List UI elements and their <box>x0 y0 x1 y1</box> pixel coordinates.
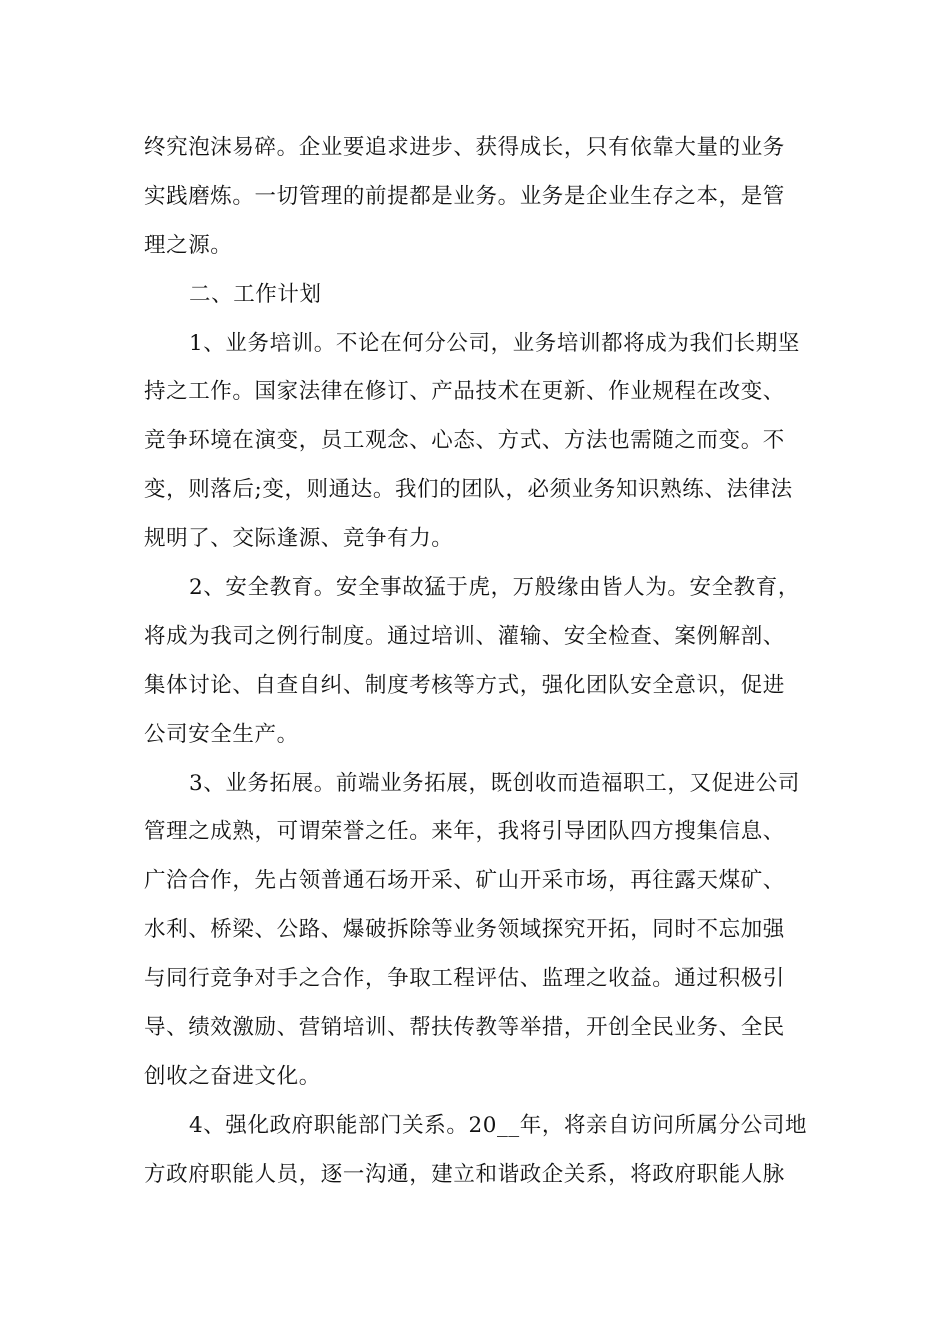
text-line: 水利、桥梁、公路、爆破拆除等业务领域探究开拓，同时不忘加强 <box>144 917 785 943</box>
text-line: 管理之成熟，可谓荣誉之任。来年，我将引导团队四方搜集信息、 <box>144 819 785 845</box>
text-line: 竞争环境在演变，员工观念、心态、方式、方法也需随之而变。不 <box>144 428 785 454</box>
text-line: 创收之奋进文化。 <box>144 1063 321 1089</box>
text-line: 与同行竞争对手之合作，争取工程评估、监理之收益。通过积极引 <box>144 966 785 992</box>
text-line: 将成为我司之例行制度。通过培训、灌输、安全检查、案例解剖、 <box>144 623 785 649</box>
text-line: 3、业务拓展。前端业务拓展，既创收而造福职工，又促进公司 <box>189 770 800 796</box>
text-line: 方政府职能人员，逐一沟通，建立和谐政企关系，将政府职能人脉 <box>144 1161 785 1187</box>
section-heading: 二、工作计划 <box>189 281 322 307</box>
text-line: 导、绩效激励、营销培训、帮扶传教等举措，开创全民业务、全民 <box>144 1015 785 1041</box>
text-line: 4、强化政府职能部门关系。20__年，将亲自访问所属分公司地 <box>189 1112 808 1138</box>
text-line: 广洽合作，先占领普通石场开采、矿山开采市场，再往露天煤矿、 <box>144 868 785 894</box>
text-line: 2、安全教育。安全事故猛于虎，万般缘由皆人为。安全教育， <box>189 575 800 601</box>
text-line: 终究泡沫易碎。企业要追求进步、获得成长，只有依靠大量的业务 <box>144 135 785 160</box>
text-line: 公司安全生产。 <box>144 721 299 747</box>
text-line: 1、业务培训。不论在何分公司，业务培训都将成为我们长期坚 <box>189 330 800 356</box>
text-line: 理之源。 <box>144 232 233 258</box>
text-line: 持之工作。国家法律在修订、产品技术在更新、作业规程在改变、 <box>144 379 785 405</box>
text-line: 变，则落后;变，则通达。我们的团队，必须业务知识熟练、法律法 <box>144 477 793 503</box>
document-body <box>144 124 808 1200</box>
text-line: 实践磨炼。一切管理的前提都是业务。业务是企业生存之本，是管 <box>144 183 785 209</box>
text-line: 规明了、交际逢源、竞争有力。 <box>144 526 454 552</box>
text-line: 集体讨论、自查自纠、制度考核等方式，强化团队安全意识，促进 <box>144 672 785 698</box>
